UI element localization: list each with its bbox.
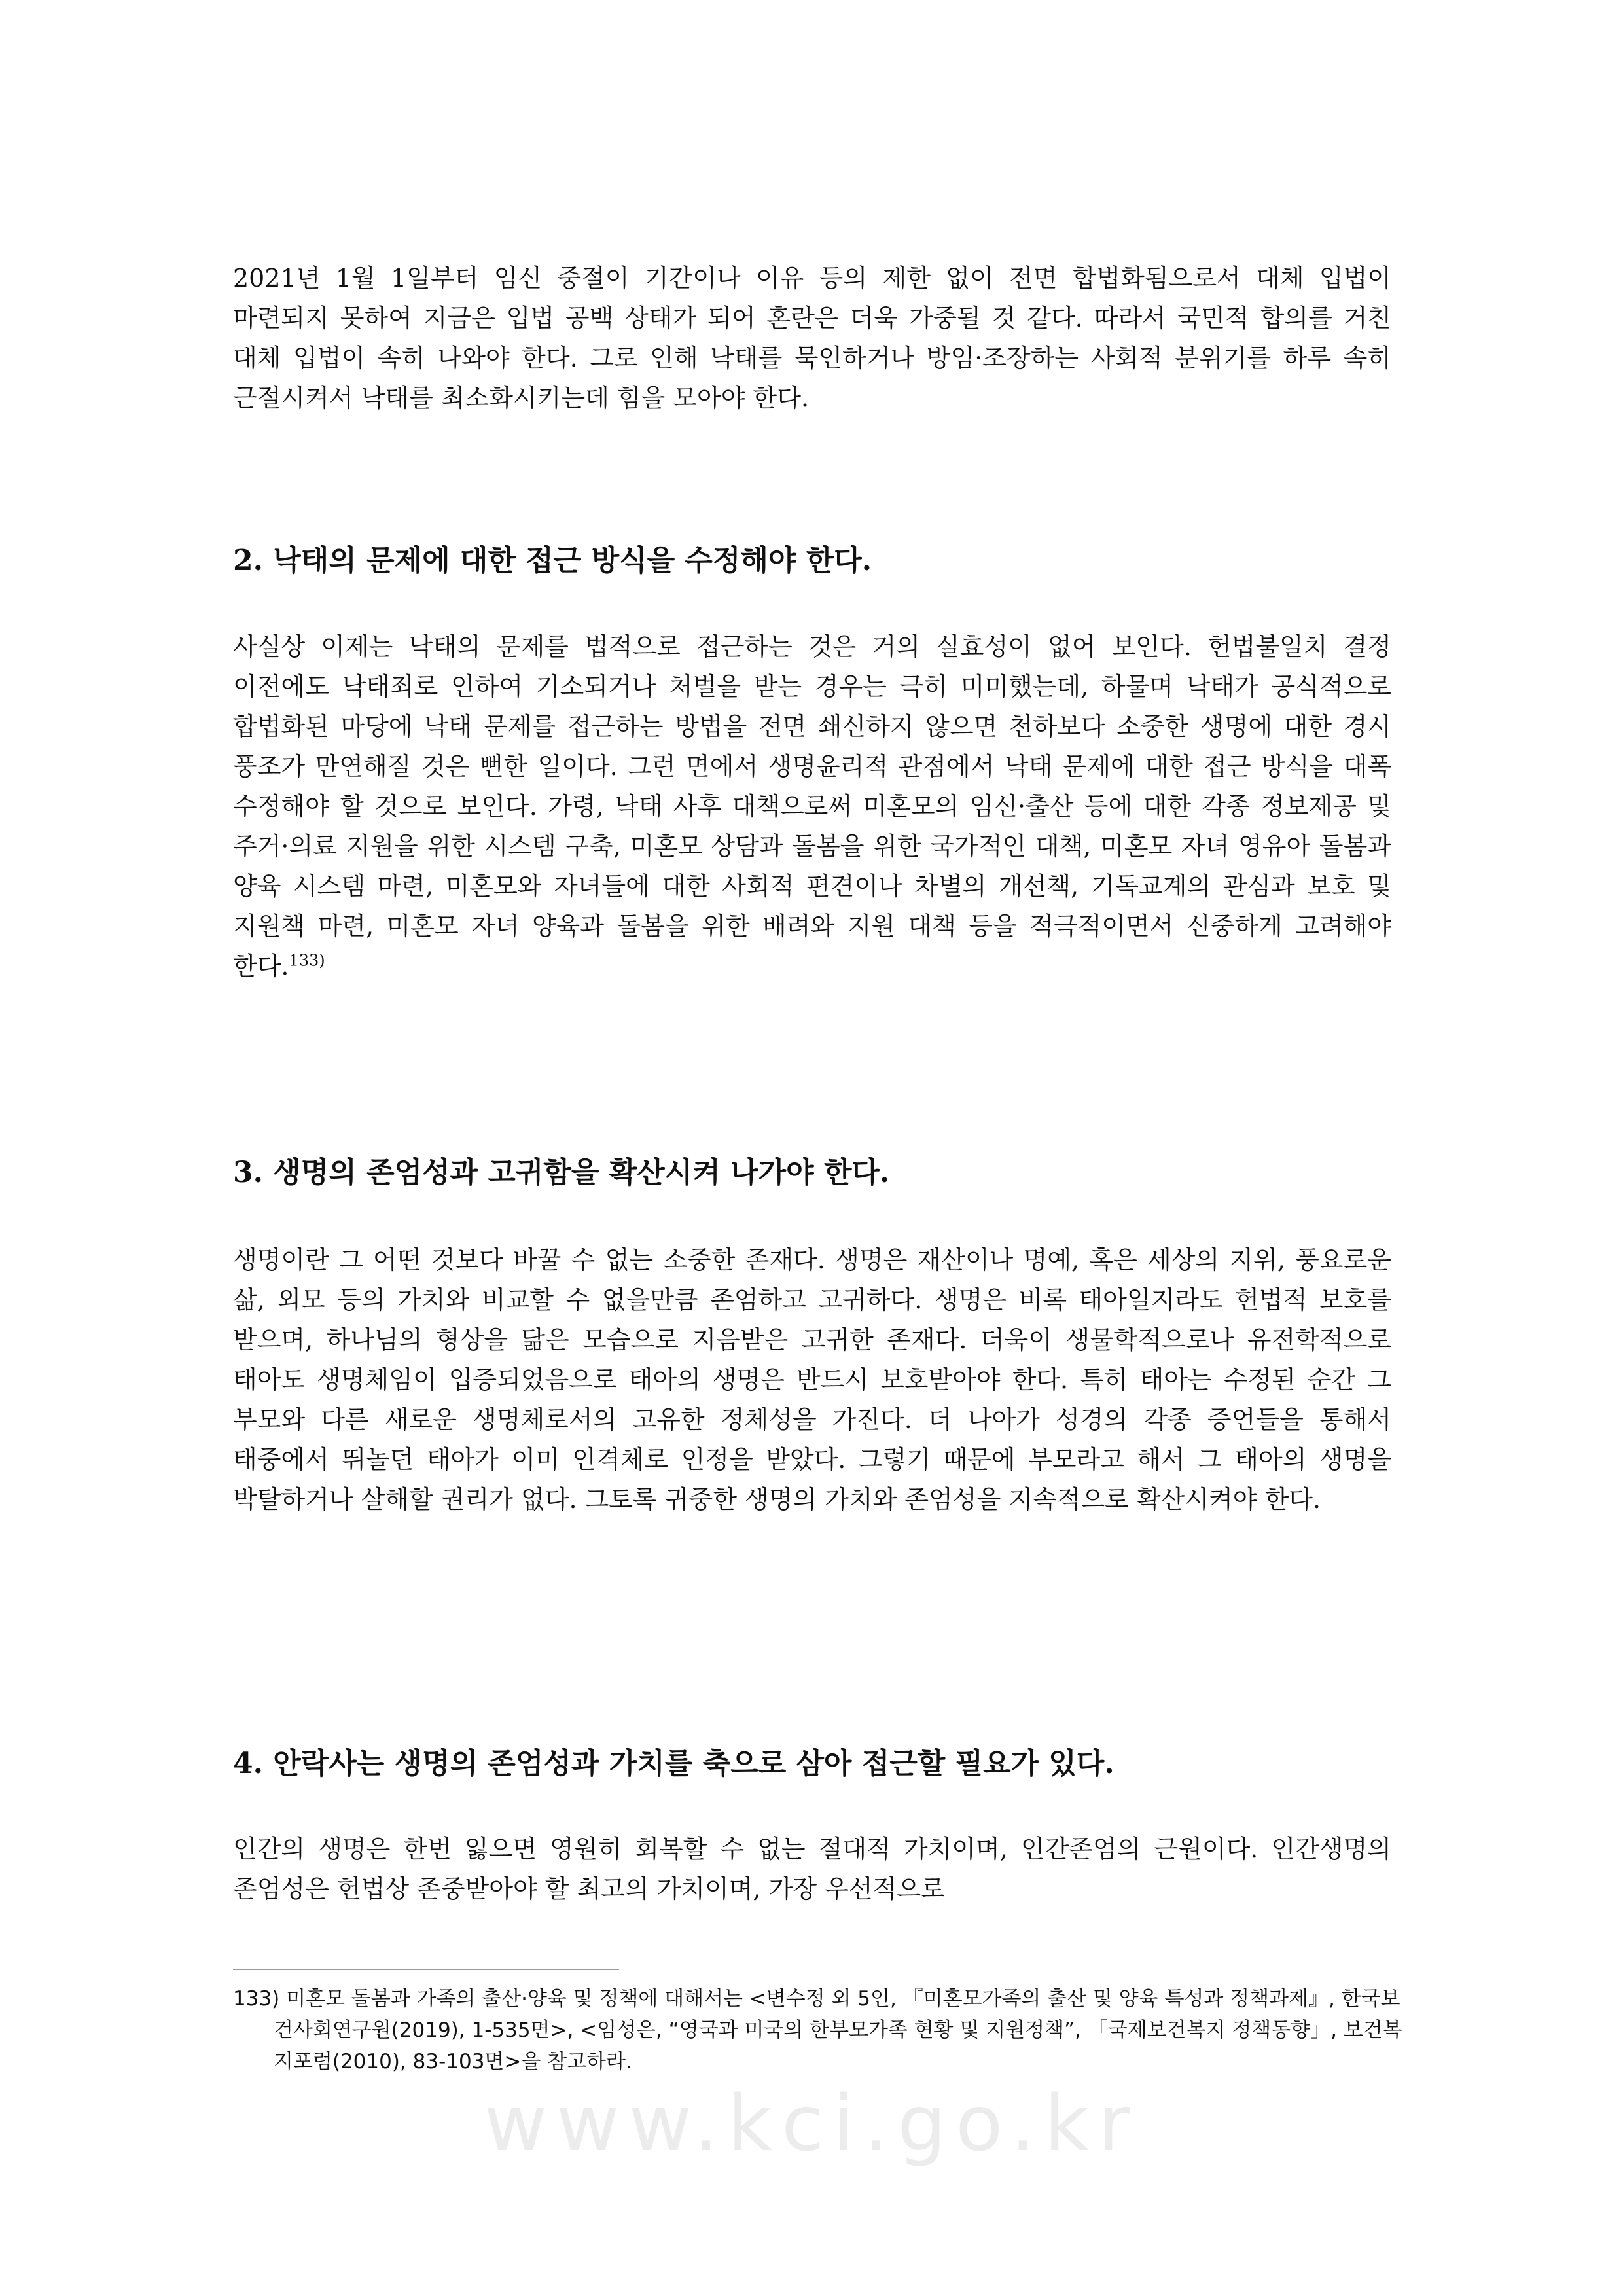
section-heading-3: 3. 생명의 존엄성과 고귀함을 확산시켜 나가야 한다. [233,1156,890,1189]
footnote-133: 133) 미혼모 돌봄과 가족의 출산·양육 및 정책에 대해서는 <변수정 외 5인, 『미혼모가족의 출산 및 양육 특성과 정책과제』, 한국보건사회연구원(2019), 1-535면>, <임성은, “영국과 미국의 한부모가족 현황 및 지원정책”, 「국제보건복지 정책동향」, 보건복지포럼(2010), 83-103면>을 참고하라. [233,1987,1402,2073]
section-heading-4: 4. 안락사는 생명의 존엄성과 가치를 축으로 삼아 접근할 필요가 있다. [233,1747,1115,1780]
section-heading-2: 2. 낙태의 문제에 대한 접근 방식을 수정해야 한다. [233,544,872,577]
paragraph-section-4: 인간의 생명은 한번 잃으면 영원히 회복할 수 없는 절대적 가치이며, 인간존엄의 근원이다. 인간생명의 존엄성은 헌법상 존중받아야 할 최고의 가치이며, 가장 우선적으로 [233,1835,1391,1903]
watermark: www.kci.go.kr [484,2078,1139,2168]
paragraph-section-3: 생명이란 그 어떤 것보다 바꿀 수 없는 소중한 존재다. 생명은 재산이나 명예, 혹은 세상의 지위, 풍요로운 삶, 외모 등의 가치와 비교할 수 없을만큼 존엄하고 고귀하다. 생명은 비록 태아일지라도 헌법적 보호를 받으며, 하나님의 형상을 닮은 모습으로 지음받은 고귀한 존재다. 더욱이 생물학적으로나 유전학적으로 태아도 생명체임이 입증되었음으로 태아의 생명은 반드시 보호받아야 한다. 특히 태아는 수정된 순간 그 부모와 다른 새로운 생명체로서의 고유한 정체성을 가진다. 더 나아가 성경의 각종 증언들을 통해서 태중에서 뛰놀던 태아가 이미 인격체로 인정을 받았다. 그렇기 때문에 부모라고 해서 그 태아의 생명을 박탈하거나 살해할 권리가 없다. 그토록 귀중한 생명의 가치와 존엄성을 지속적으로 확산시켜야 한다. [233,1246,1391,1514]
paragraph-section-2-text: 사실상 이제는 낙태의 문제를 법적으로 접근하는 것은 거의 실효성이 없어 보인다. 헌법불일치 결정 이전에도 낙태죄로 인하여 기소되거나 처벌을 받는 경우는 극히 미미했는데, 하물며 낙태가 공식적으로 합법화된 마당에 낙태 문제를 접근하는 방법을 전면 쇄신하지 않으면 천하보다 소중한 생명에 대한 경시 풍조가 만연해질 것은 뻔한 일이다. 그런 면에서 생명윤리적 관점에서 낙태 문제에 대한 접근 방식을 대폭 수정해야 할 것으로 보인다. 가령, 낙태 사후 대책으로써 미혼모의 임신·출산 등에 대한 각종 정보제공 및 주거·의료 지원을 위한 시스템 구축, 미혼모 상담과 돌봄을 위한 국가적인 대책, 미혼모 자녀 영유아 돌봄과 양육 시스템 마련, 미혼모와 자녀들에 대한 사회적 편견이나 차별의 개선책, 기독교계의 관심과 보호 및 지원책 마련, 미혼모 자녀 양육과 돌봄을 위한 배려와 지원 대책 등을 적극적이면서 신중하게 고려해야 한다. [233,632,1391,980]
paragraph-section-2 [233,627,1391,986]
footnote-divider [233,1969,619,1970]
footnote-reference: 133) [289,951,325,970]
paragraph-intro: 2021년 1월 1일부터 임신 중절이 기간이나 이유 등의 제한 없이 전면 합법화됨으로서 대체 입법이 마련되지 못하여 지금은 입법 공백 상태가 되어 혼란은 더욱 가중될 것 같다. 따라서 국민적 합의를 거친 대체 입법이 속히 나와야 한다. 그로 인해 낙태를 묵인하거나 방임·조장하는 사회적 분위기를 하루 속히 근절시켜서 낙태를 최소화시키는데 힘을 모아야 한다. [233,264,1391,412]
